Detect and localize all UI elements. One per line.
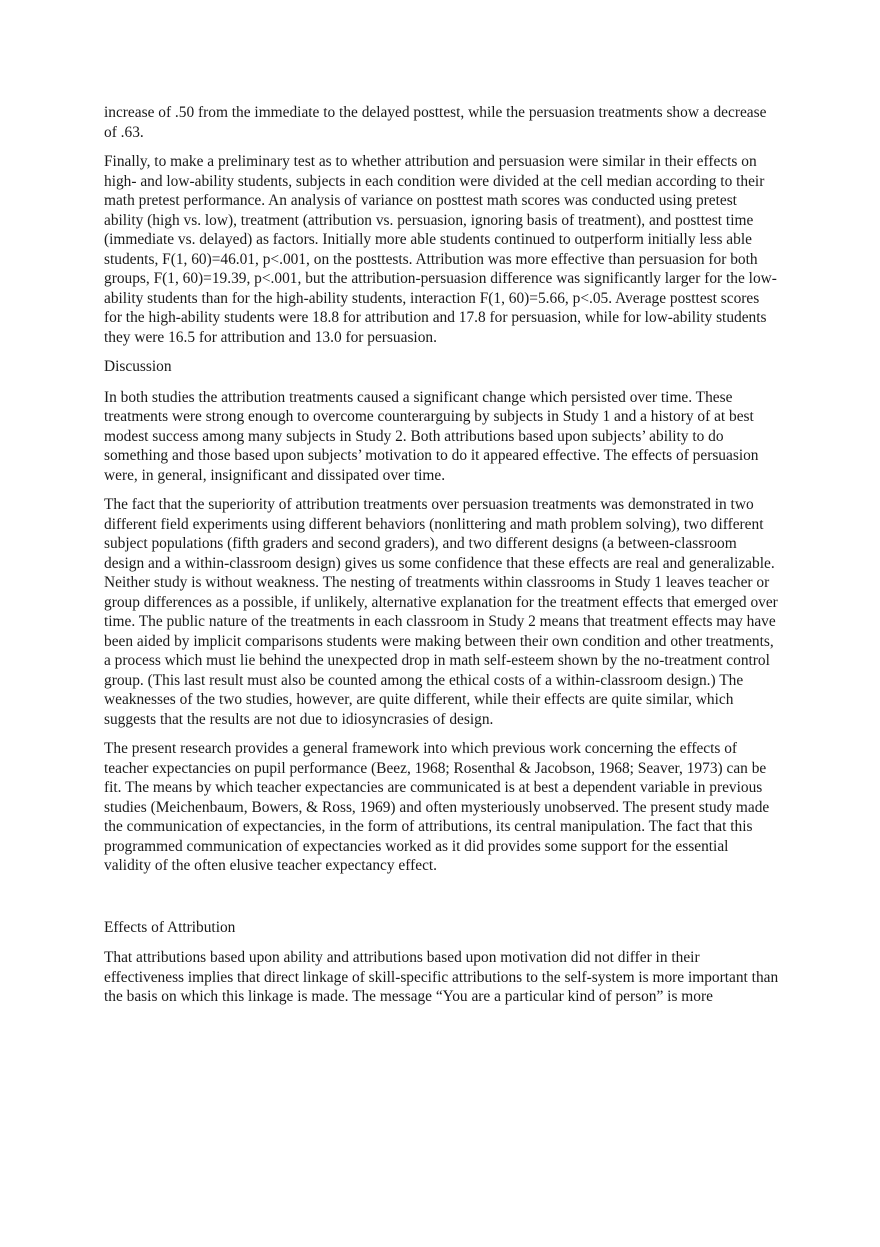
section-heading-effects-of-attribution: Effects of Attribution: [104, 918, 236, 936]
section-spacer: [104, 886, 779, 918]
document-page: [104, 103, 779, 1017]
section-heading-discussion: Discussion: [104, 358, 172, 375]
paragraph-discussion-3: The present research provides a general framework into which previous work concerning the effects of teacher expectancies on pupil performance (Beez, 1968; Rosenthal & Jacobson, 1968; Seaver, 1973) can be fit. The means by which teacher expectancies are communicated is at best a dependent variable in previous studies (Meichenbaum, Bowers, & Ross, 1969) and often mysteriously unobserved. The present study made the communication of expectancies, in the form of attributions, its central manipulation. The fact that this programmed communication of expectancies worked as it did provides some support for the essential validity of the often elusive teacher expectancy effect.: [104, 740, 770, 874]
paragraph-discussion-1: In both studies the attribution treatments caused a significant change which persisted over time. These treatments were strong enough to overcome counterarguing by subjects in Study 1 and a history of at best modest success among many subjects in Study 2. Both attributions based upon subjects’ ability to do something and those based upon subjects’ motivation to do it appeared effective. The effects of persuasion were, in general, insignificant and dissipated over time.: [104, 388, 759, 484]
paragraph-discussion-2: The fact that the superiority of attribution treatments over persuasion treatments was demonstrated in two different field experiments using different behaviors (nonlittering and math problem solving), two different subject populations (fifth graders and second graders), and two different designs (a between-classroom design and a within-classroom design) gives us some confidence that these effects are real and generalizable. Neither study is without weakness. The nesting of treatments within classrooms in Study 1 leaves teacher or group differences as a possible, if unlikely, alternative explanation for the treatment effects that emerged over time. The public nature of the treatments in each classroom in Study 2 means that treatment effects may have been aided by implicit comparisons students were making between their own condition and other treatments, a process which must lie behind the unexpected drop in math self-esteem shown by the no-treatment control group. (This last result must also be counted among the ethical costs of a within-classroom design.) The weaknesses of the two studies, however, are quite different, while their effects are quite similar, which suggests that the results are not due to idiosyncrasies of design.: [104, 496, 778, 728]
paragraph-ability-analysis: Finally, to make a preliminary test as to whether attribution and persuasion were similar in their effects on high- and low-ability students, subjects in each condition were divided at the cell median according to their math pretest performance. An analysis of variance on posttest math scores was conducted using pretest ability (high vs. low), treatment (attribution vs. persuasion, ignoring basis of treatment), and posttest time (immediate vs. delayed) as factors. Initially more able students continued to outperform initially less able students, F(1, 60)=46.01, p<.001, on the posttests. Attribution was more effective than persuasion for both groups, F(1, 60)=19.39, p<.001, but the attribution-persuasion difference was significantly larger for the low-ability students than for the high-ability students, interaction F(1, 60)=5.66, p<.05. Average posttest scores for the high-ability students were 18.8 for attribution and 17.8 for persuasion, while for low-ability students they were 16.5 for attribution and 13.0 for persuasion.: [104, 153, 777, 346]
paragraph-effects-1: That attributions based upon ability and attributions based upon motivation did not differ in their effectiveness implies that direct linkage of skill-specific attributions to the self-system is more important than the basis on which this linkage is made. The message “You are a particular kind of person” is more: [104, 949, 779, 1005]
paragraph-continuation: increase of .50 from the immediate to the delayed posttest, while the persuasion treatments show a decrease of .63.: [104, 104, 767, 141]
